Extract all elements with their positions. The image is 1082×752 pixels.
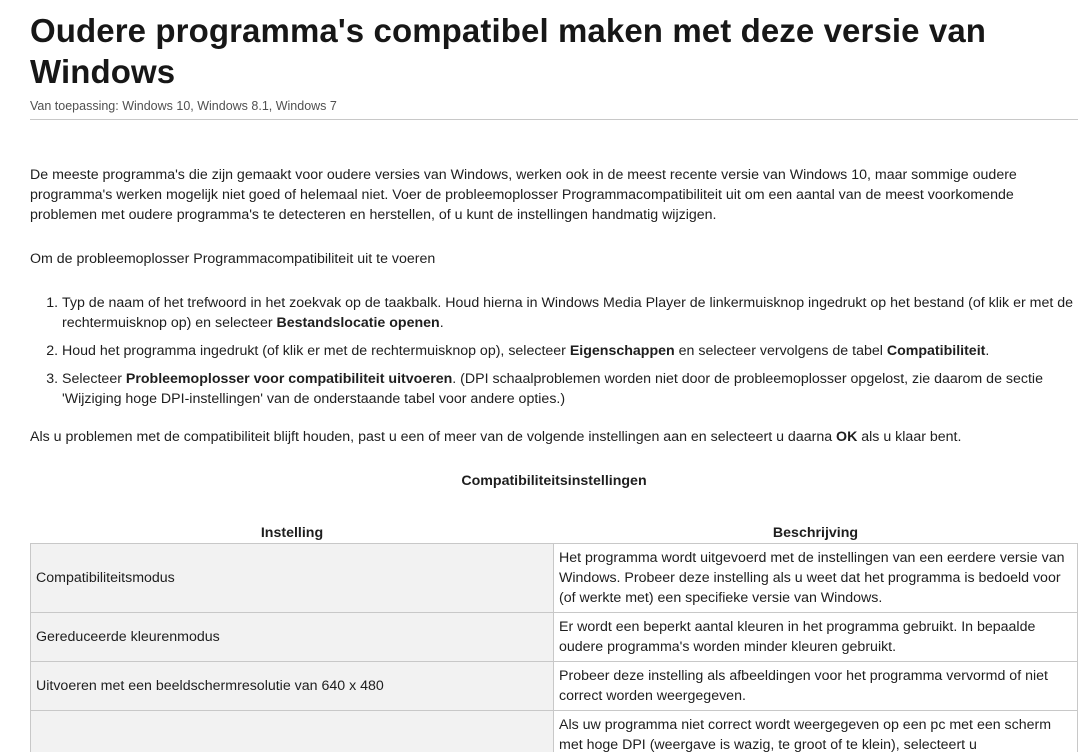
- step-bold: Eigenschappen: [569, 343, 675, 359]
- step-bold: Bestandslocatie openen: [276, 315, 440, 331]
- settings-table: [30, 523, 1078, 752]
- after-text: Als u problemen met de compatibiliteit blijft houden, past u een of meer van de volgende instellingen aan en selecteert u daarna: [30, 429, 837, 445]
- troubleshooter-lead: Om de probleemoplosser Programmacompatibiliteit uit te voeren: [30, 251, 436, 267]
- step-text: en selecteer vervolgens de tabel: [674, 343, 887, 359]
- description-cell: Het programma wordt uitgevoerd met de instellingen van een eerdere versie van Windows. Probeer deze instelling als u weet dat het programma is bedoeld voor (of werkte met) een specifieke versie van Windows.: [554, 544, 1078, 613]
- description-cell: Als uw programma niet correct wordt weergegeven op een pc met een scherm met hoge DPI (weergave is wazig, te groot of te klein), selecteert u: [554, 711, 1078, 752]
- step-text: .: [985, 343, 990, 359]
- setting-cell: [31, 711, 554, 752]
- setting-cell: Gereduceerde kleurenmodus: [31, 613, 554, 662]
- table-row: [31, 613, 1078, 662]
- steps-list: [30, 293, 1078, 409]
- list-item: [62, 341, 1078, 361]
- step-text: Selecteer: [62, 371, 126, 387]
- setting-cell: Compatibiliteitsmodus: [31, 544, 554, 613]
- step-bold: Probleemoplosser voor compatibiliteit uitvoeren: [125, 371, 453, 387]
- article: [30, 10, 1078, 752]
- intro-paragraph: De meeste programma's die zijn gemaakt voor oudere versies van Windows, werken ook in de meest recente versie van Windows 10, maar sommige oudere programma's werken mogelijk niet goed of helemaal niet. Voer de probleemoplosser Programmacompatibiliteit uit om een aantal van de meest voorkomende problemen met oudere programma's te detecteren en herstellen, of u kunt de instellingen handmatig wijzigen.: [30, 167, 1017, 223]
- table-row: [31, 711, 1078, 752]
- header-setting: Instelling: [31, 523, 554, 544]
- applies-to: Van toepassing: Windows 10, Windows 8.1, Windows 7: [30, 99, 337, 113]
- list-item: [62, 293, 1078, 333]
- page-title: Oudere programma's compatibel maken met deze versie van Windows: [30, 12, 987, 90]
- description-cell: Er wordt een beperkt aantal kleuren in het programma gebruikt. In bepaalde oudere programma's worden minder kleuren gebruikt.: [554, 613, 1078, 662]
- table-row: [31, 544, 1078, 613]
- after-text: als u klaar bent.: [857, 429, 962, 445]
- description-cell: Probeer deze instelling als afbeeldingen voor het programma vervormd of niet correct worden weergegeven.: [554, 662, 1078, 711]
- header-description: Beschrijving: [554, 523, 1078, 544]
- step-text: Houd het programma ingedrukt (of klik er met de rechtermuisknop op), selecteer: [62, 343, 570, 359]
- table-header-row: [31, 523, 1078, 544]
- title-divider: [30, 119, 1078, 120]
- ok-bold: OK: [836, 429, 858, 445]
- setting-cell: Uitvoeren met een beeldschermresolutie van 640 x 480: [31, 662, 554, 711]
- list-item: [62, 369, 1078, 409]
- after-paragraph: [30, 427, 1078, 447]
- table-row: [31, 662, 1078, 711]
- table-caption: Compatibiliteitsinstellingen: [461, 473, 647, 489]
- step-text: . (DPI schaalproblemen worden niet door de probleemoplosser opgelost, zie daarom de sectie 'Wijziging hoge DPI-instellingen' van de onderstaande tabel voor andere opties.): [62, 371, 1043, 407]
- step-text: .: [439, 315, 444, 331]
- step-bold: Compatibiliteit: [886, 343, 986, 359]
- step-text: Typ de naam of het trefwoord in het zoekvak op de taakbalk. Houd hierna in Windows Media Player de linkermuisknop ingedrukt op het bestand (of klik er met de rechtermuisknop op) en selecteer: [62, 295, 1074, 331]
